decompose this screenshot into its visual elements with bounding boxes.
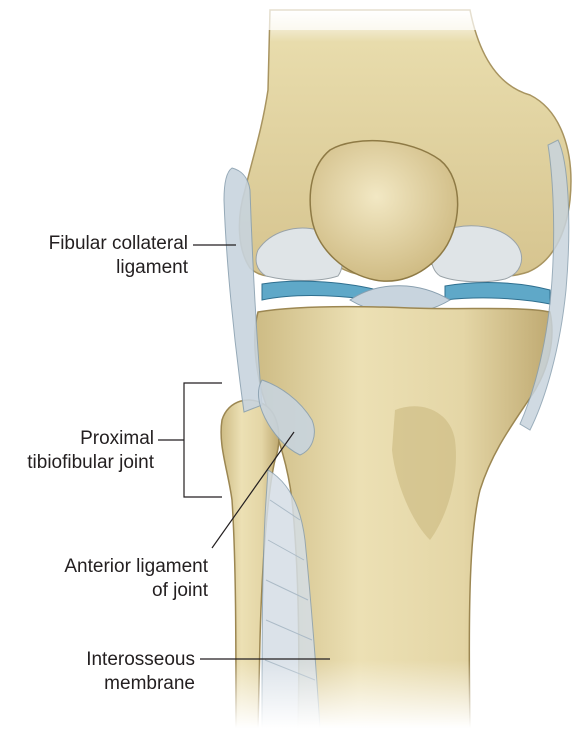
label-proximal-tibiofibular-joint [10,427,154,475]
label-interosseous-membrane [20,648,195,696]
label-anterior-ligament-line2: of joint [152,580,208,601]
label-anterior-ligament-of-joint [20,555,208,603]
top-fade [0,0,580,30]
label-proximal-tibiofibular-line1: Proximal [80,428,154,449]
label-interosseous-line1: Interosseous [86,649,195,670]
medial-meniscus [445,283,550,304]
label-fibular-collateral-ligament [20,232,188,280]
label-anterior-ligament-line1: Anterior ligament [64,556,208,577]
label-fibular-collateral-line2: ligament [116,257,188,278]
label-fibular-collateral-line1: Fibular collateral [48,233,188,254]
bracket-proximal-tibiofibular [184,383,222,497]
label-interosseous-line2: membrane [104,673,195,694]
label-proximal-tibiofibular-line2: tibiofibular joint [27,452,154,473]
